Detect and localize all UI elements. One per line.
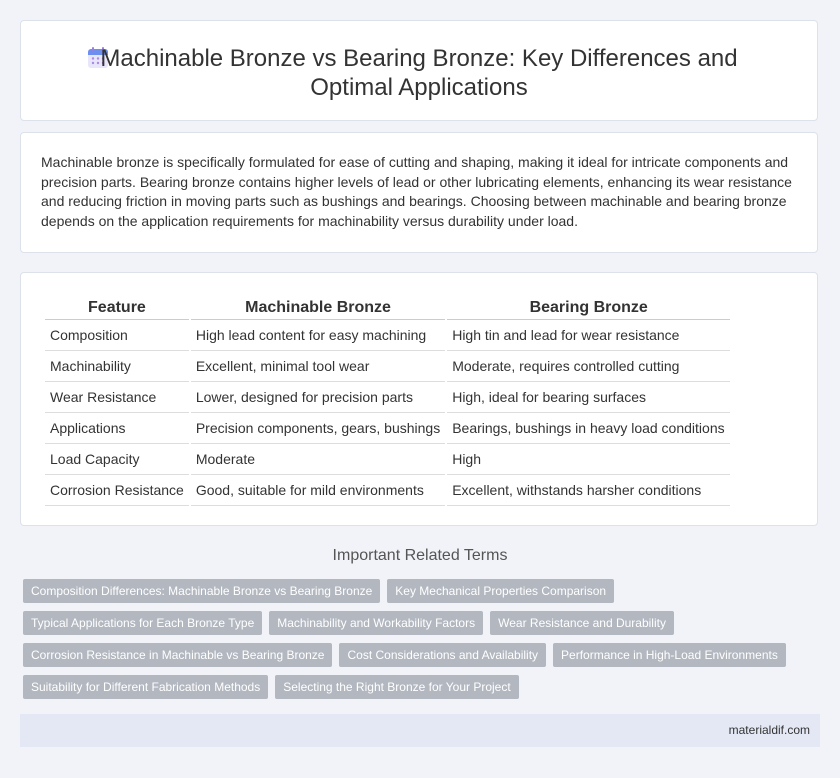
table-row <box>45 320 730 351</box>
table-cell: High tin and lead for wear resistance <box>447 320 730 351</box>
header-bearing-bronze: Bearing Bronze <box>447 295 730 320</box>
table-cell: Moderate, requires controlled cutting <box>447 351 730 382</box>
related-term-tag[interactable]: Cost Considerations and Availability <box>339 643 546 667</box>
related-term-tag[interactable]: Key Mechanical Properties Comparison <box>387 579 614 603</box>
table-cell: Applications <box>45 413 189 444</box>
tag-row <box>23 643 813 667</box>
comparison-table-card <box>20 272 818 526</box>
tag-row <box>23 611 813 635</box>
table-row <box>45 413 730 444</box>
intro-card <box>20 132 818 253</box>
table-cell: High lead content for easy machining <box>191 320 445 351</box>
comparison-table <box>43 295 732 506</box>
tag-row <box>23 579 813 603</box>
table-cell: Load Capacity <box>45 444 189 475</box>
table-row <box>45 382 730 413</box>
footer-site-link[interactable]: materialdif.com <box>728 723 810 737</box>
header-feature: Feature <box>45 295 189 320</box>
table-row <box>45 475 730 506</box>
page-title <box>21 44 817 102</box>
table-cell: Moderate <box>191 444 445 475</box>
related-terms-tags <box>23 579 813 707</box>
table-cell: Wear Resistance <box>45 382 189 413</box>
table-cell: Precision components, gears, bushings <box>191 413 445 444</box>
related-term-tag[interactable]: Corrosion Resistance in Machinable vs Bearing Bronze <box>23 643 332 667</box>
related-term-tag[interactable]: Wear Resistance and Durability <box>490 611 674 635</box>
page-title-line-2: Optimal Applications <box>310 74 528 101</box>
related-term-tag[interactable]: Machinability and Workability Factors <box>269 611 483 635</box>
related-term-tag[interactable]: Typical Applications for Each Bronze Type <box>23 611 262 635</box>
table-cell: High <box>447 444 730 475</box>
tag-row <box>23 675 813 699</box>
page-title-line-1: Machinable Bronze vs Bearing Bronze: Key Differences and <box>100 45 738 72</box>
table-cell: Corrosion Resistance <box>45 475 189 506</box>
table-cell: Bearings, bushings in heavy load conditions <box>447 413 730 444</box>
related-terms-title: Important Related Terms <box>332 547 508 564</box>
intro-paragraph: Machinable bronze is specifically formulated for ease of cutting and shaping, making it ideal for intricate components and precision parts. Bearing bronze contains higher levels of lead or other lubricating elements, enhancing its wear resistance and reducing friction in moving parts such as bushings and bearings. Choosing between machinable and bearing bronze depends on the application requirements for machinability versus durability under load. <box>41 154 792 229</box>
table-cell: Excellent, withstands harsher conditions <box>447 475 730 506</box>
header-machinable-bronze: Machinable Bronze <box>191 295 445 320</box>
table-row <box>45 444 730 475</box>
table-cell: Lower, designed for precision parts <box>191 382 445 413</box>
table-cell: Composition <box>45 320 189 351</box>
table-header-row <box>45 295 730 320</box>
table-cell: Machinability <box>45 351 189 382</box>
footer <box>20 714 820 747</box>
table-row <box>45 351 730 382</box>
related-term-tag[interactable]: Selecting the Right Bronze for Your Project <box>275 675 518 699</box>
related-term-tag[interactable]: Suitability for Different Fabrication Methods <box>23 675 268 699</box>
related-term-tag[interactable]: Performance in High-Load Environments <box>553 643 786 667</box>
table-cell: Excellent, minimal tool wear <box>191 351 445 382</box>
table-cell: High, ideal for bearing surfaces <box>447 382 730 413</box>
table-cell: Good, suitable for mild environments <box>191 475 445 506</box>
title-card <box>20 20 818 121</box>
related-term-tag[interactable]: Composition Differences: Machinable Bronze vs Bearing Bronze <box>23 579 380 603</box>
